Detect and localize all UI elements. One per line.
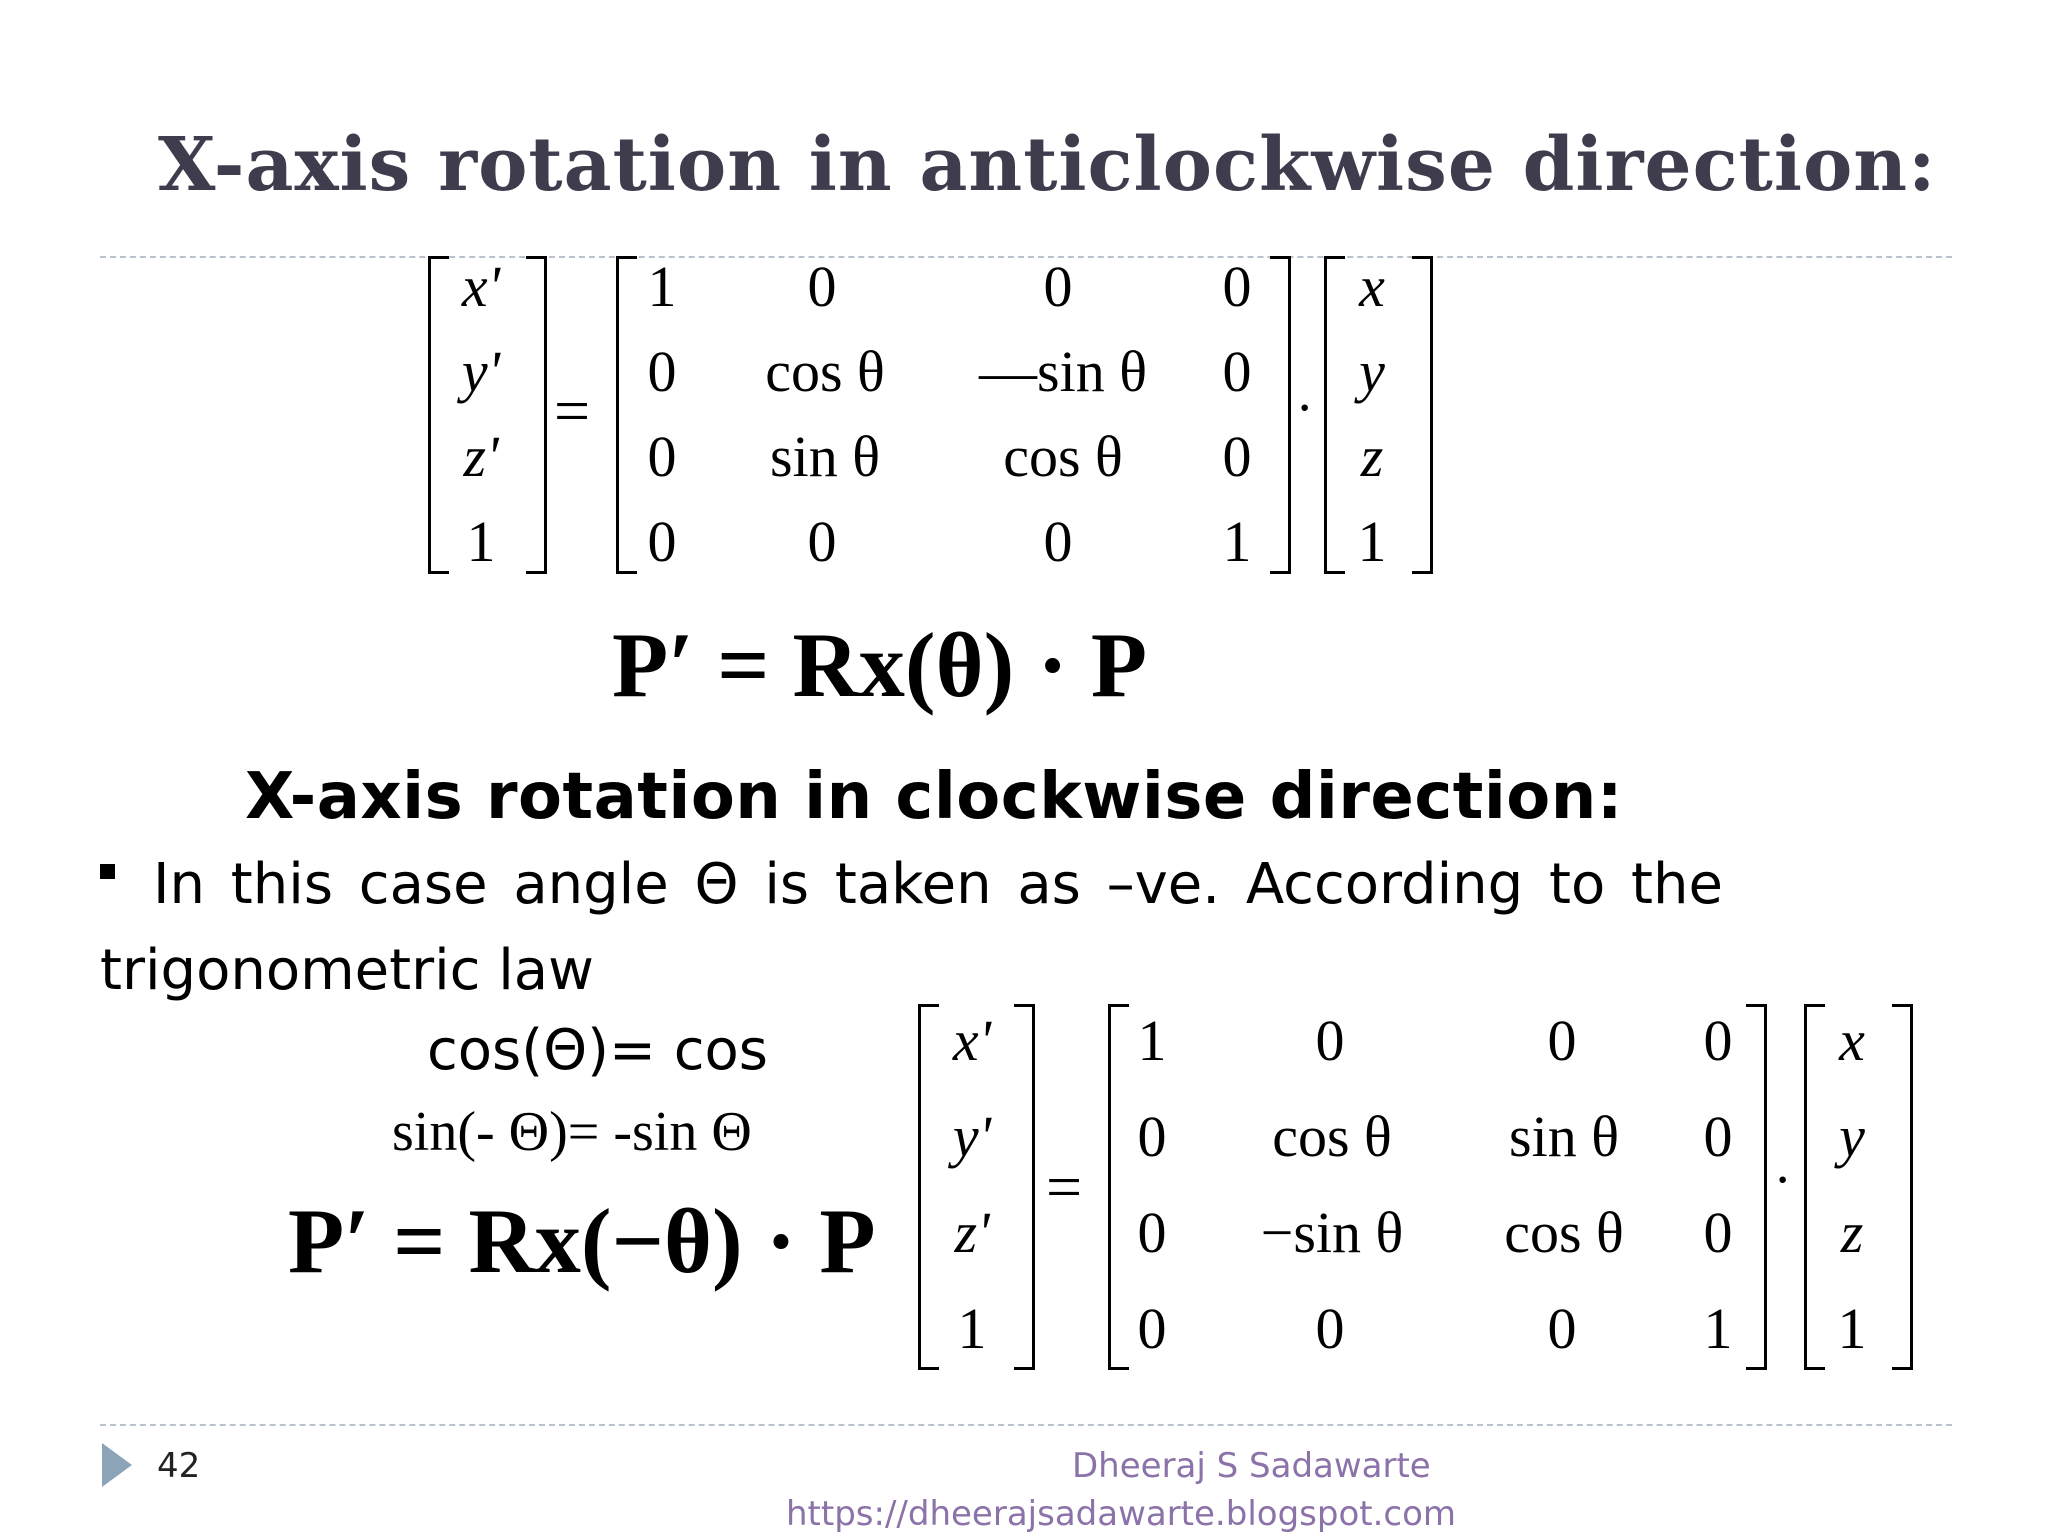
- matrix-cell: 1: [1703, 1296, 1733, 1361]
- rhs-entry: y: [1359, 339, 1385, 404]
- rhs-entry: 1: [1357, 509, 1387, 574]
- matrix-cell: 1: [1137, 1008, 1167, 1073]
- matrix-cell: sin θ: [1509, 1104, 1619, 1169]
- section-heading: X-axis rotation in clockwise direction:: [245, 760, 1623, 834]
- bracket-right: [1746, 1004, 1767, 1370]
- lhs-entry: 1: [466, 509, 496, 574]
- formula-anticlockwise: P′ = Rx(θ) · P: [612, 614, 1148, 716]
- lhs-entry: 1: [957, 1296, 987, 1361]
- matrix-cell: cos θ: [1504, 1200, 1624, 1265]
- rhs-entry: z: [1840, 1200, 1864, 1265]
- matrix-cell: 1: [1222, 509, 1252, 574]
- matrix-cell: 0: [1703, 1008, 1733, 1073]
- matrix-cell: 0: [1547, 1296, 1577, 1361]
- bracket-left: [918, 1004, 939, 1370]
- matrix-cell: 1: [647, 254, 677, 319]
- equals-sign: =: [1046, 1151, 1083, 1222]
- matrix-cell: 0: [1137, 1104, 1167, 1169]
- bracket-right: [1892, 1004, 1913, 1370]
- dot-operator: ·: [1298, 385, 1312, 430]
- footer-url[interactable]: https://dheerajsadawarte.blogspot.com: [786, 1494, 1457, 1534]
- footer-author: Dheeraj S Sadawarte: [1072, 1446, 1431, 1486]
- matrix-cell: cos θ: [1003, 424, 1123, 489]
- page-number: 42: [157, 1446, 201, 1486]
- matrix-cell: sin θ: [770, 424, 880, 489]
- lhs-entry: x': [461, 254, 501, 319]
- trig-identity-sin: sin(- Θ)= -sin Θ: [392, 1101, 752, 1163]
- matrix-cell: 0: [1222, 339, 1252, 404]
- body-text-line: trigonometric law: [100, 938, 594, 1003]
- body-text: In this case angle Θ is taken as –ve. According to the: [153, 852, 1723, 917]
- matrix-cell: cos θ: [765, 339, 885, 404]
- matrix-cell: 0: [647, 339, 677, 404]
- play-triangle-icon: [102, 1443, 132, 1487]
- bottom-divider: [100, 1424, 1952, 1426]
- lhs-entry: x': [952, 1008, 992, 1073]
- lhs-entry: z': [954, 1200, 990, 1265]
- rhs-entry: 1: [1837, 1296, 1867, 1361]
- matrix-cell: 0: [1222, 254, 1252, 319]
- matrix-cell: —sin θ: [979, 339, 1147, 404]
- matrix-cell: 0: [1703, 1200, 1733, 1265]
- formula-clockwise: P′ = Rx(−θ) · P: [288, 1190, 876, 1292]
- lhs-entry: z': [463, 424, 499, 489]
- lhs-entry: y': [952, 1104, 992, 1169]
- matrix-cell: 0: [1043, 254, 1073, 319]
- matrix-cell: 0: [1137, 1296, 1167, 1361]
- matrix-cell: cos θ: [1272, 1104, 1392, 1169]
- matrix-cell: 0: [1703, 1104, 1733, 1169]
- matrix-cell: −sin θ: [1260, 1200, 1404, 1265]
- rhs-entry: x: [1359, 254, 1385, 319]
- equals-sign: =: [554, 375, 591, 446]
- rhs-entry: z: [1360, 424, 1384, 489]
- matrix-cell: 0: [1315, 1296, 1345, 1361]
- matrix-cell: 0: [1222, 424, 1252, 489]
- matrix-cell: 0: [807, 254, 837, 319]
- rhs-entry: y: [1839, 1104, 1865, 1169]
- matrix-cell: 0: [647, 424, 677, 489]
- matrix-cell: 0: [1547, 1008, 1577, 1073]
- lhs-entry: y': [461, 339, 501, 404]
- trig-identity-cos: cos(Θ)= cos: [427, 1018, 768, 1083]
- slide-title: X-axis rotation in anticlockwise direction:: [158, 122, 1937, 208]
- matrix-cell: 0: [647, 509, 677, 574]
- bracket-left: [1108, 1004, 1129, 1370]
- matrix-cell: 0: [1043, 509, 1073, 574]
- matrix-cell: 0: [1315, 1008, 1345, 1073]
- matrix-cell: 0: [1137, 1200, 1167, 1265]
- rhs-entry: x: [1839, 1008, 1865, 1073]
- bracket-right: [1014, 1004, 1035, 1370]
- dot-operator: ·: [1776, 1157, 1790, 1202]
- matrix-cell: 0: [807, 509, 837, 574]
- bracket-left: [1804, 1004, 1825, 1370]
